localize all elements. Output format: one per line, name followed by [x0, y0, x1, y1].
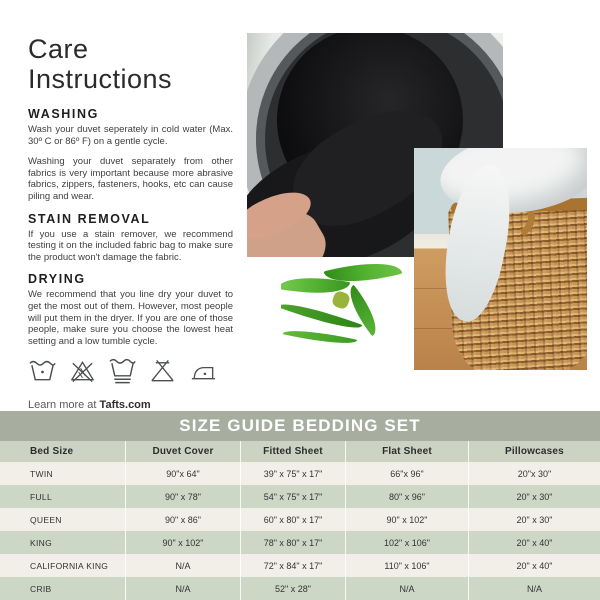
- cell-fitted-sheet: 52" x 28": [240, 577, 345, 600]
- do-not-bleach-icon: [68, 356, 97, 386]
- cell-flat-sheet: 110" x 106": [345, 554, 468, 577]
- cell-bed-size: KING: [0, 531, 125, 554]
- brand-link-text: Tafts.com: [99, 399, 151, 412]
- table-row-california-king: [0, 554, 600, 577]
- cell-bed-size: QUEEN: [0, 508, 125, 531]
- cell-flat-sheet: 90" x 102": [345, 508, 468, 531]
- gentle-cycle-icon: [108, 356, 137, 386]
- do-not-tumble-dry-icon: [148, 356, 177, 386]
- cell-flat-sheet: 66"x 96": [345, 462, 468, 485]
- section-stain-removal: [28, 212, 233, 264]
- cell-duvet-cover: 90"x 64": [125, 462, 240, 485]
- bamboo-stem-shape: [331, 290, 352, 311]
- cell-flat-sheet: 102" x 106": [345, 531, 468, 554]
- table-row-full: [0, 485, 600, 508]
- table-row-queen: [0, 508, 600, 531]
- cell-bed-size: CALIFORNIA KING: [0, 554, 125, 577]
- cell-pillowcases: 20" x 40": [468, 554, 600, 577]
- cell-fitted-sheet: 60" x 80" x 17": [240, 508, 345, 531]
- section-drying: [28, 272, 233, 347]
- washing-paragraph-2: Washing your duvet separately from other fabrics is very important because more abrasive fabrics, zippers, fasteners, hooks, etc can cause piling and wear.: [28, 156, 233, 202]
- cell-duvet-cover: N/A: [125, 554, 240, 577]
- washing-paragraph-1: Wash your duvet seperately in cold water (Max. 30º C or 86º F) on a gentle cycle.: [28, 124, 233, 147]
- page-title: [28, 34, 233, 94]
- bamboo-leaf-shape: [283, 324, 357, 349]
- cell-pillowcases: 20"x 30": [468, 462, 600, 485]
- table-row-king: [0, 531, 600, 554]
- cell-bed-size: CRIB: [0, 577, 125, 600]
- bamboo-leaf-shape: [340, 285, 385, 336]
- cell-pillowcases: 20" x 40": [468, 531, 600, 554]
- cell-fitted-sheet: 39" x 75" x 17": [240, 462, 345, 485]
- cell-duvet-cover: 90" x 78": [125, 485, 240, 508]
- laundry-basket-photo: [414, 148, 587, 370]
- size-guide-title: SIZE GUIDE BEDDING SET: [0, 411, 600, 441]
- learn-more-line: [28, 399, 233, 411]
- cell-bed-size: FULL: [0, 485, 125, 508]
- column-header-fitted-sheet: Fitted Sheet: [240, 441, 345, 462]
- bamboo-leaves-image: [281, 260, 409, 374]
- cell-duvet-cover: N/A: [125, 577, 240, 600]
- column-header-pillowcases: Pillowcases: [468, 441, 600, 462]
- care-symbols-row: [28, 356, 233, 386]
- cell-bed-size: TWIN: [0, 462, 125, 485]
- drying-heading: DRYING: [28, 272, 86, 287]
- cell-fitted-sheet: 72" x 84" x 17": [240, 554, 345, 577]
- cell-pillowcases: 20" x 30": [468, 485, 600, 508]
- stain-removal-heading: STAIN REMOVAL: [28, 211, 151, 226]
- column-header-duvet-cover: Duvet Cover: [125, 441, 240, 462]
- drying-paragraph: We recommend that you line dry your duvet to get the most out of them. However, most people will put them in the dryer. If you are one of those people, make sure you choose the lowest heat setting and a low tumble cycle.: [28, 289, 233, 347]
- cell-pillowcases: N/A: [468, 577, 600, 600]
- page-title-line2: Instructions: [28, 64, 173, 94]
- cell-duvet-cover: 90" x 102": [125, 531, 240, 554]
- table-row-crib: [0, 577, 600, 600]
- size-guide-table: [0, 411, 600, 600]
- cell-fitted-sheet: 54" x 75" x 17": [240, 485, 345, 508]
- cell-flat-sheet: N/A: [345, 577, 468, 600]
- learn-more-prefix: Learn more at: [28, 399, 100, 412]
- washing-heading: WASHING: [28, 107, 99, 121]
- cell-pillowcases: 20" x 30": [468, 508, 600, 531]
- page-title-line1: Care: [28, 34, 89, 64]
- table-row-twin: [0, 462, 600, 485]
- cell-flat-sheet: 80" x 96": [345, 485, 468, 508]
- text-column: [28, 34, 233, 411]
- cell-duvet-cover: 90" x 86": [125, 508, 240, 531]
- machine-wash-cold-icon: [28, 356, 57, 386]
- stain-removal-paragraph: If you use a stain remover, we recommend testing it on the included fabric bag to make sure the product won't damage the fabric.: [28, 228, 233, 263]
- iron-low-heat-icon: [188, 356, 217, 386]
- size-guide-header-row: [0, 441, 600, 462]
- column-header-bed-size: Bed Size: [0, 441, 125, 462]
- cell-fitted-sheet: 78" x 80" x 17": [240, 531, 345, 554]
- section-washing: [28, 107, 233, 203]
- column-header-flat-sheet: Flat Sheet: [345, 441, 468, 462]
